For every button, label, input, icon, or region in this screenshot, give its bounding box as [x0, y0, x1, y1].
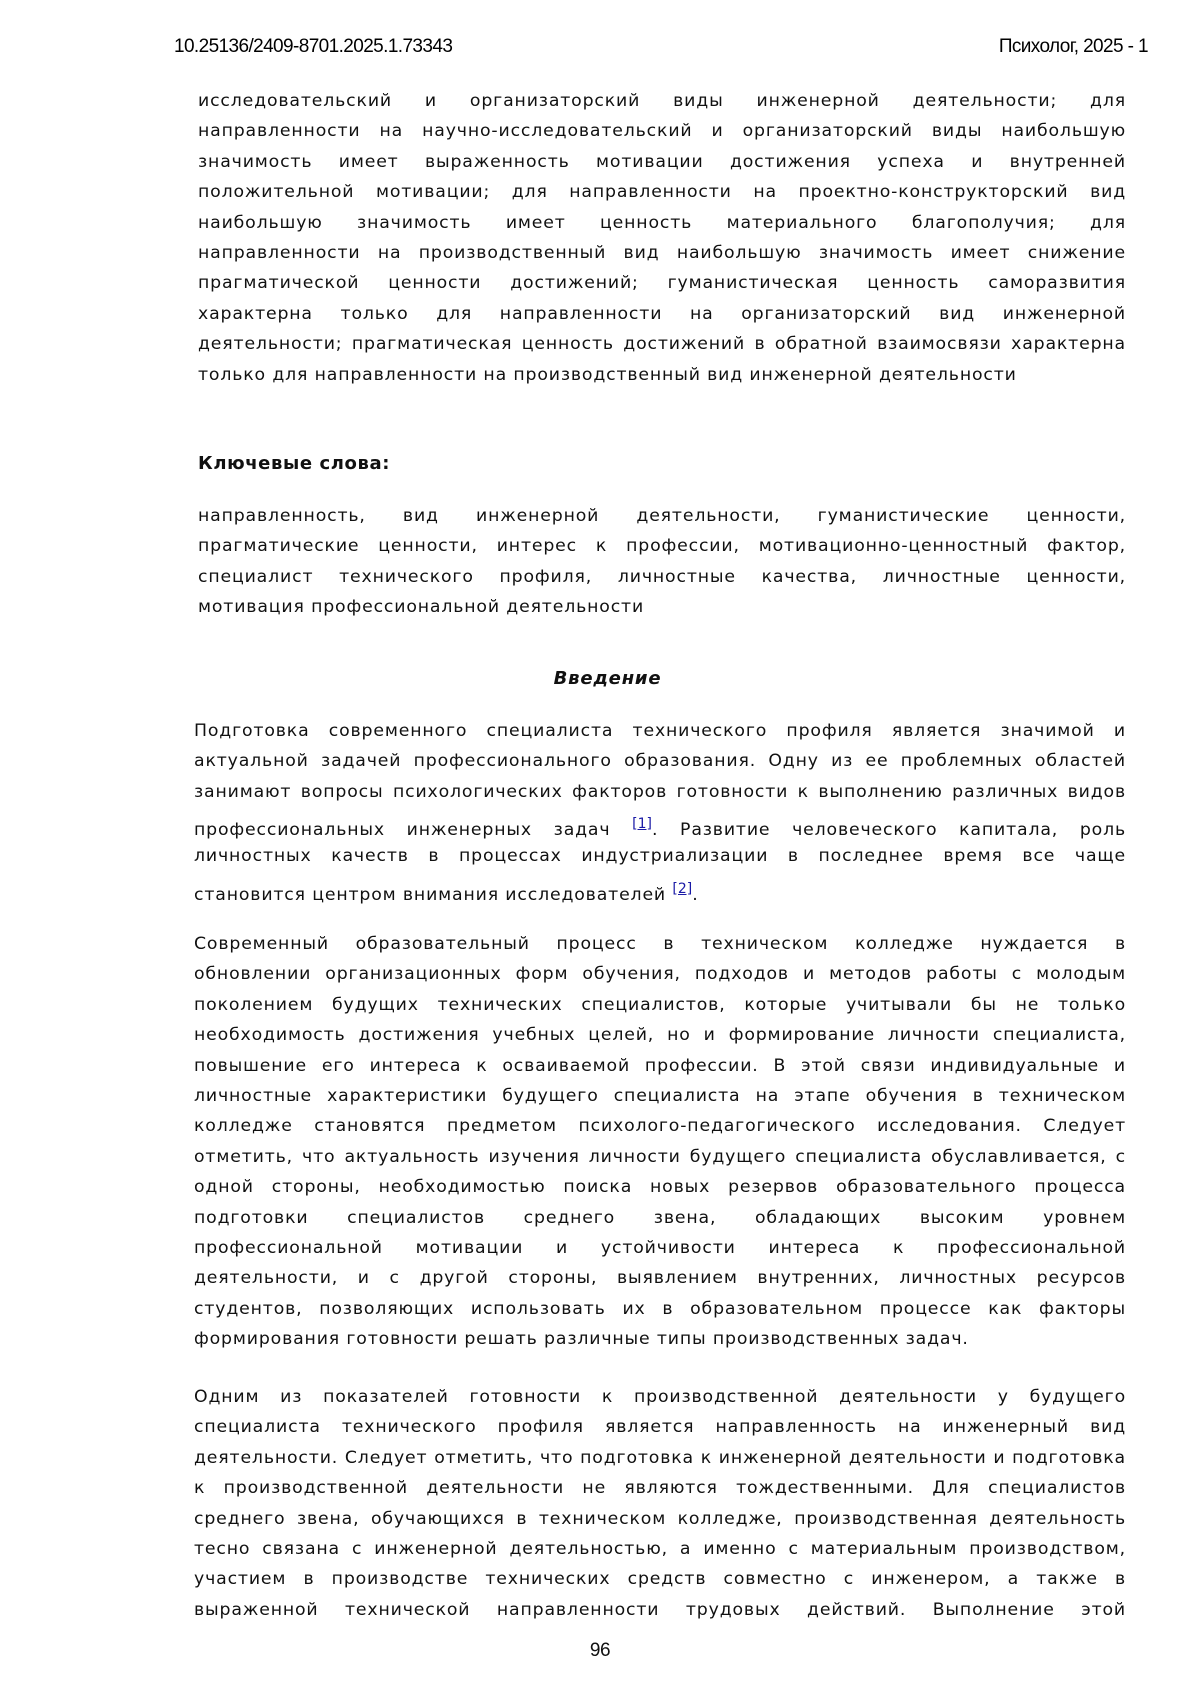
paragraph-line: среднего звена, обучающихся в техническом колледже, производственная деятельность — [194, 1508, 1126, 1529]
page-number: 96 — [589, 1640, 611, 1661]
paragraph-line: профессиональной мотивации и устойчивости интереса к профессиональной — [194, 1237, 1126, 1258]
abstract-line: положительной мотивации; для направленности на проектно-конструкторский вид — [198, 182, 1126, 203]
paragraph-line: личностные характеристики будущего специалиста на этапе обучения в техническом — [194, 1085, 1126, 1106]
paragraph-text: . Развитие человеческого капитала, роль — [652, 820, 1127, 841]
paragraph-line — [194, 872, 1126, 906]
intro-paragraph-1 — [194, 716, 1126, 906]
paragraph-line: деятельности, и с другой стороны, выявлением внутренних, личностных ресурсов — [194, 1268, 1126, 1289]
abstract-text — [198, 86, 1126, 390]
abstract-line: только для направленности на производственный вид инженерной деятельности — [198, 364, 1017, 385]
paragraph-line: повышение его интереса к осваиваемой профессии. В этой связи индивидуальные и — [194, 1055, 1126, 1076]
paragraph-line: поколением будущих технических специалистов, которые учитывали бы не только — [194, 994, 1126, 1015]
paragraph-line: одной стороны, необходимостью поиска новых резервов образовательного процесса — [194, 1177, 1126, 1198]
paragraph-line: актуальной задачей профессионального образования. Одну из ее проблемных областей — [194, 751, 1126, 772]
paragraph-line: Подготовка современного специалиста технического профиля является значимой и — [194, 721, 1126, 741]
abstract-line: направленности на производственный вид наибольшую значимость имеет снижение — [198, 242, 1126, 263]
paragraph-line: Одним из показателей готовности к производственной деятельности у будущего — [194, 1387, 1126, 1407]
abstract-line: деятельности; прагматическая ценность достижений в обратной взаимосвязи характерна — [198, 334, 1126, 355]
citation-link-1[interactable]: [1] — [632, 816, 652, 833]
paragraph-text: . — [692, 884, 699, 905]
paragraph-line: обновлении организационных форм обучения, подходов и методов работы с молодым — [194, 964, 1126, 985]
keywords-line: специалист технического профиля, личностные качества, личностные ценности, — [198, 566, 1126, 587]
doi-label: 10.25136/2409-8701.2025.1.73343 — [174, 36, 453, 57]
paragraph-text: профессиональных инженерных задач — [194, 820, 611, 841]
paragraph-line: колледже становятся предметом психолого-педагогического исследования. Следует — [194, 1116, 1126, 1137]
paragraph-line: Современный образовательный процесс в техническом колледже нуждается в — [194, 934, 1126, 954]
paragraph-line: отметить, что актуальность изучения личности будущего специалиста обуславливается, с — [194, 1146, 1126, 1167]
paragraph-line: необходимость достижения учебных целей, но и формирование личности специалиста, — [194, 1025, 1126, 1046]
abstract-line: исследовательский и организаторский виды инженерной деятельности; для — [198, 91, 1126, 111]
keywords-text — [198, 501, 1126, 623]
paragraph-line: специалиста технического профиля является направленность на инженерный вид — [194, 1417, 1126, 1438]
paragraph-line: участием в производстве технических средств совместно с инженером, а также в — [194, 1569, 1126, 1590]
intro-paragraph-3 — [194, 1382, 1126, 1625]
abstract-line: направленности на научно-исследовательский и организаторский виды наибольшую — [198, 121, 1126, 142]
paragraph-line: выраженной технической направленности трудовых действий. Выполнение этой — [194, 1599, 1126, 1620]
keywords-line: мотивация профессиональной деятельности — [198, 597, 645, 618]
keywords-line: направленность, вид инженерной деятельности, гуманистические ценности, — [198, 506, 1126, 526]
journal-issue-label: Психолог, 2025 - 1 — [998, 36, 1148, 57]
paragraph-line: деятельности. Следует отметить, что подготовка к инженерной деятельности и подготовка — [194, 1447, 1126, 1468]
abstract-line: значимость имеет выраженность мотивации достижения успеха и внутренней — [198, 151, 1126, 172]
paragraph-text: становится центром внимания исследователей — [194, 884, 667, 905]
paragraph-line: формирования готовности решать различные типы производственных задач. — [194, 1329, 969, 1350]
keywords-heading: Ключевые слова: — [198, 453, 391, 474]
paragraph-line: подготовки специалистов среднего звена, обладающих высоким уровнем — [194, 1207, 1126, 1228]
abstract-line: наибольшую значимость имеет ценность материального благополучия; для — [198, 212, 1126, 233]
paragraph-line: к производственной деятельности не являются тождественными. Для специалистов — [194, 1478, 1126, 1499]
abstract-line: прагматической ценности достижений; гуманистическая ценность саморазвития — [198, 273, 1126, 294]
intro-paragraph-2 — [194, 929, 1126, 1354]
paragraph-line: студентов, позволяющих использовать их в образовательном процессе как факторы — [194, 1298, 1126, 1319]
paragraph-line: занимают вопросы психологических факторов готовности к выполнению различных видов — [194, 781, 1126, 802]
section-heading-introduction: Введение — [553, 668, 662, 689]
paragraph-line — [194, 807, 1126, 841]
abstract-line: характерна только для направленности на организаторский вид инженерной — [198, 303, 1126, 324]
paragraph-line: личностных качеств в процессах индустриализации в последнее время все чаще — [194, 846, 1126, 867]
keywords-line: прагматические ценности, интерес к профессии, мотивационно-ценностный фактор, — [198, 536, 1126, 557]
citation-link-2[interactable]: [2] — [672, 880, 693, 897]
running-header — [174, 36, 1148, 58]
paragraph-line: тесно связана с инженерной деятельностью, а именно с материальным производством, — [194, 1538, 1126, 1559]
